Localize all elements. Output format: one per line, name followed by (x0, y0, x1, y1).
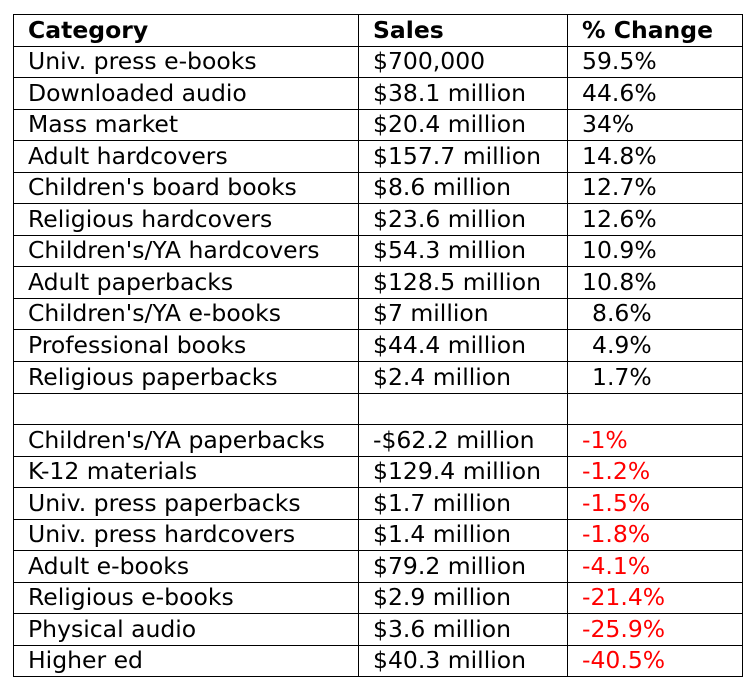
table-row (14, 204, 743, 236)
table-row (14, 235, 743, 267)
table-row (14, 172, 743, 204)
category-cell: Children's board books (14, 172, 359, 204)
change-cell: 1.7% (568, 362, 743, 394)
table-row (14, 330, 743, 362)
category-cell: Adult e-books (14, 551, 359, 583)
category-cell: Physical audio (14, 614, 359, 646)
category-header: Category (14, 15, 359, 47)
table-row (14, 614, 743, 646)
table-row (14, 78, 743, 110)
sales-cell: $2.4 million (359, 362, 568, 394)
table-row (14, 46, 743, 78)
change-header: % Change (568, 15, 743, 47)
table-row (14, 267, 743, 299)
sales-cell: -$62.2 million (359, 425, 568, 457)
category-cell (14, 393, 359, 425)
sales-cell: $20.4 million (359, 109, 568, 141)
table-row (14, 488, 743, 520)
category-cell: Higher ed (14, 645, 359, 677)
change-cell: -1.2% (568, 456, 743, 488)
table-body (14, 46, 743, 677)
change-cell: 34% (568, 109, 743, 141)
category-cell: Adult paperbacks (14, 267, 359, 299)
change-cell: 44.6% (568, 78, 743, 110)
table-row (14, 393, 743, 425)
category-cell: Univ. press hardcovers (14, 519, 359, 551)
sales-cell: $700,000 (359, 46, 568, 78)
category-cell: K-12 materials (14, 456, 359, 488)
change-cell: 12.7% (568, 172, 743, 204)
change-cell: -1.8% (568, 519, 743, 551)
change-cell: 59.5% (568, 46, 743, 78)
category-cell: Children's/YA e-books (14, 298, 359, 330)
sales-cell: $7 million (359, 298, 568, 330)
sales-header: Sales (359, 15, 568, 47)
sales-cell: $38.1 million (359, 78, 568, 110)
table-row (14, 645, 743, 677)
sales-cell: $129.4 million (359, 456, 568, 488)
change-cell: -25.9% (568, 614, 743, 646)
change-cell: -1.5% (568, 488, 743, 520)
category-cell: Mass market (14, 109, 359, 141)
sales-cell: $1.4 million (359, 519, 568, 551)
category-cell: Religious e-books (14, 582, 359, 614)
table-row (14, 456, 743, 488)
category-cell: Professional books (14, 330, 359, 362)
category-cell: Adult hardcovers (14, 141, 359, 173)
category-cell: Religious hardcovers (14, 204, 359, 236)
sales-cell: $8.6 million (359, 172, 568, 204)
category-cell: Univ. press paperbacks (14, 488, 359, 520)
change-cell: -4.1% (568, 551, 743, 583)
sales-cell: $157.7 million (359, 141, 568, 173)
table-row (14, 425, 743, 457)
sales-cell (359, 393, 568, 425)
change-cell: -1% (568, 425, 743, 457)
change-cell: 14.8% (568, 141, 743, 173)
table-row (14, 109, 743, 141)
category-cell: Children's/YA paperbacks (14, 425, 359, 457)
table-row (14, 582, 743, 614)
category-cell: Children's/YA hardcovers (14, 235, 359, 267)
sales-cell: $44.4 million (359, 330, 568, 362)
table-row (14, 141, 743, 173)
sales-table (13, 14, 743, 677)
sales-cell: $3.6 million (359, 614, 568, 646)
sales-cell: $40.3 million (359, 645, 568, 677)
table-row (14, 362, 743, 394)
header-row (14, 15, 743, 47)
category-cell: Religious paperbacks (14, 362, 359, 394)
table-row (14, 551, 743, 583)
change-cell (568, 393, 743, 425)
sales-cell: $79.2 million (359, 551, 568, 583)
change-cell: 8.6% (568, 298, 743, 330)
change-cell: -40.5% (568, 645, 743, 677)
sales-cell: $1.7 million (359, 488, 568, 520)
sales-cell: $2.9 million (359, 582, 568, 614)
category-cell: Downloaded audio (14, 78, 359, 110)
change-cell: 10.9% (568, 235, 743, 267)
sales-cell: $54.3 million (359, 235, 568, 267)
category-cell: Univ. press e-books (14, 46, 359, 78)
change-cell: 4.9% (568, 330, 743, 362)
sales-cell: $128.5 million (359, 267, 568, 299)
change-cell: 12.6% (568, 204, 743, 236)
table-row (14, 298, 743, 330)
table-row (14, 519, 743, 551)
sales-cell: $23.6 million (359, 204, 568, 236)
change-cell: -21.4% (568, 582, 743, 614)
change-cell: 10.8% (568, 267, 743, 299)
